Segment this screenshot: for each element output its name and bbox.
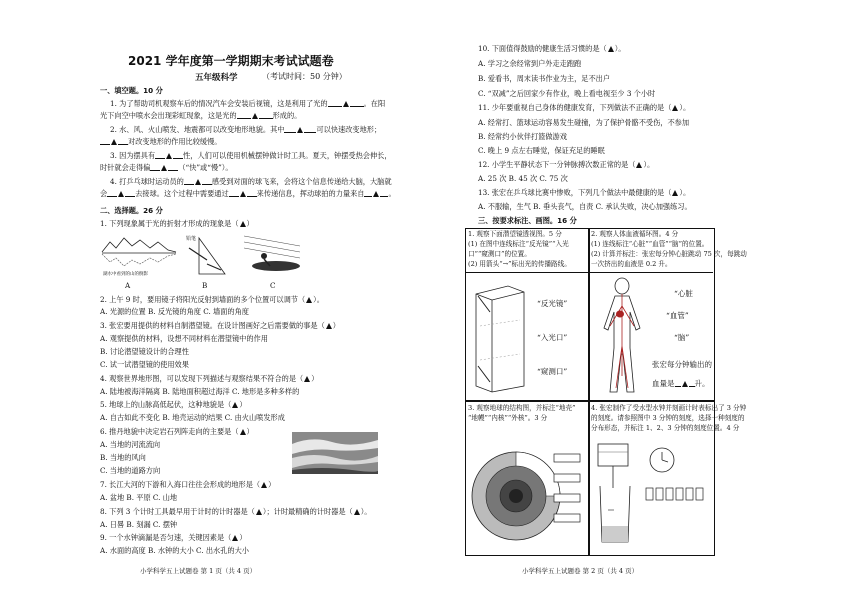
question-5: 1. 下列现象属于光的折射才形成的现象是（ ） [100, 219, 254, 228]
question-15-option-c: C. 晚上 9 点左右睡觉，保证充足的睡眠 [478, 146, 605, 155]
question-17: 13. 张宏在乒乓球比赛中惨败，下列几个做法中最健康的是（ ）。 [478, 188, 691, 197]
question-14: 10. 下面值得鼓励的健康生活习惯的是（ ）。 [478, 44, 626, 53]
question-10-option-a: A. 当地的河流流向 [100, 440, 161, 449]
question-10: 6. 推丹地貌中决定岩石列阵走向的主要是（ ） [100, 427, 254, 436]
option-b-label: B [202, 281, 208, 290]
question-4-line-1: 4. 打乒乓球时运动员的 感受到对面的球飞来，会将这个信息传递给大脑，大脑就 [110, 177, 392, 186]
cell3-title-b: “地幔”“内核”“外核”。3 分 [468, 414, 548, 422]
cell2-title: 2. 观察人体血液循环图。4 分 [591, 230, 679, 238]
cell4-instruction-b: 分布形态，并标注 1、2、3 分钟的刻度位置。4 分 [591, 424, 740, 432]
image-b-label: 铅笔 [186, 236, 197, 242]
cell1-instruction-2: (2) 用箭头“→”标出光的传播路线。 [468, 260, 571, 268]
image-landform-photo [292, 432, 378, 474]
image-a-caption: 湖水中看到的山的倒影 [103, 272, 148, 277]
question-15-option-a: A. 经常打、篮球运动容易发生碰撞，为了保护骨骼不受伤，不参加 [478, 118, 690, 127]
cell2-instruction-2a: (2) 计算并标注：张宏每分钟心脏跳动 75 次，每跳动 [591, 250, 747, 258]
question-14-option-a: A. 学习之余经常到户外走走跑跑 [478, 59, 582, 68]
question-10-option-b: B. 当地的风向 [100, 453, 146, 462]
question-11-options: A. 盆地 B. 平原 C. 山地 [100, 493, 178, 502]
exam-grade: 五年级科学 [195, 73, 238, 83]
cell1-instruction-1a: (1) 在图中连线标注“反光镜”“入光 [468, 240, 569, 248]
question-2-line-2: 对改变地形的作用比较缓慢。 [100, 137, 221, 146]
section-3-heading: 三、按要求标注、画图。16 分 [478, 216, 577, 225]
question-12: 8. 下列 3 个计时工具最早用于计时的计时器是（ ）；计时最精确的计时器是（ ）。 [100, 507, 372, 516]
right-footer: 小学科学五上试题卷 第 2 页（共 4 页） [522, 567, 639, 575]
label-output-2: 血量是 升。 [652, 379, 710, 388]
option-c-label: C [270, 281, 276, 290]
label-output-1: 张宏每分钟输出的 [652, 360, 712, 369]
water-clock-diagram [594, 440, 710, 550]
question-9: 5. 地球上的山脉高低起伏，这种地貌是（ ） [100, 400, 247, 409]
question-7-option-c: C. 试一试潜望镜的使用效果 [100, 360, 189, 369]
cell3-title-a: 3. 观察地球的结构图，并标注“地壳” [468, 404, 576, 412]
question-3-line-1: 3. 因为摆具有 性，人们可以使用机械摆钟做计时工具。夏天，钟摆受热会伸长， [110, 151, 392, 160]
section-2-heading: 二、选择题。26 分 [100, 206, 163, 215]
question-11: 7. 长江大河的下游和入海口往往会形成的地形是（ ） [100, 480, 276, 489]
question-7-option-b: B. 讨论潜望镜设计的合理性 [100, 347, 189, 356]
label-light-inlet: “入光口” [537, 333, 568, 342]
cell4-title: 4. 张宏制作了受水型水钟并刻画计时表标出了 3 分钟 [591, 404, 747, 412]
image-shadow [240, 232, 304, 278]
earth-structure-diagram [470, 432, 585, 550]
cell2-instruction-1: (1) 连线标注“心脏”“血管”“脑”的位置。 [591, 240, 709, 248]
label-mirror: “反光镜” [537, 299, 568, 308]
human-body-diagram [596, 276, 648, 396]
question-9-options: A. 自古如此不变化 B. 地壳运动的结果 C. 由火山喷发形成 [100, 413, 285, 422]
question-16: 12. 小学生平静状态下一分钟脉搏次数正常的是（ ）。 [478, 160, 655, 169]
question-17-options: A. 不服输，生气 B. 垂头丧气，自责 C. 承认失败，决心加强练习。 [478, 202, 692, 211]
cell2-instruction-2b: 一次挤出的血液是 0.2 升。 [591, 260, 672, 268]
option-a-label: A [125, 281, 131, 290]
question-15: 11. 少年要重视自己身体的健康发育，下列做法不正确的是（ ）。 [478, 103, 691, 112]
question-12-options: A. 日晷 B. 刻漏 C. 摆钟 [100, 520, 178, 529]
question-6: 2. 上午 9 时，要用镜子将阳光反射到墙面的多个位置可以调节（ ）。 [100, 295, 324, 304]
question-8-options: A. 陆地被海洋隔离 B. 陆地面积超过海洋 C. 地形是多种多样的 [100, 387, 300, 396]
question-2-line-1: 2. 水、风、火山喷发、地震都可以改变地形地貌。其中 可以快速改变地形； [110, 125, 382, 134]
question-15-option-b: B. 经常约小伙伴打篮做游戏 [478, 132, 567, 141]
question-1-line-2: 光下向空中喷水会出现彩虹现象，这是光的 形成的。 [100, 111, 302, 120]
cell4-instruction-a: 的刻度。请参照图中 3 分钟的刻度，选择一种刻度的 [591, 414, 745, 422]
question-14-option-c: C. “双减”之后回家少有作业，晚上看电视至少 3 个小时 [478, 89, 656, 98]
question-10-option-c: C. 当地的道路方向 [100, 466, 161, 475]
section-1-heading: 一、填空题。10 分 [100, 86, 163, 95]
label-heart: “心脏 [674, 289, 693, 298]
left-footer: 小学科学五上试题卷 第 1 页（共 4 页） [140, 567, 257, 575]
question-4-line-2: 会 去接球。这个过程中需要通过 来传递信息，挥动球拍的力量来自 。 [100, 189, 396, 198]
question-3-line-2: 时针就会走得偏 （“快”或“慢”）。 [100, 163, 233, 172]
question-16-options: A. 25 次 B. 45 次 C. 75 次 [478, 174, 568, 183]
question-6-options: A. 光源的位置 B. 反光镜的角度 C. 墙面的角度 [100, 307, 249, 316]
question-8: 4. 观察世界地形图，可以发现下列描述与观察结果不符合的是（ ） [100, 374, 319, 383]
label-brain: “脑” [674, 333, 690, 342]
question-13: 9. 一个水钟滴漏是否匀速，关键因素是（ ） [100, 533, 247, 542]
question-14-option-b: B. 爱看书，周末读书作业为主，足不出户 [478, 74, 611, 83]
label-peephole: “窥测口” [537, 367, 568, 376]
exam-title: 2021 学年度第一学期期末考试试题卷 [128, 54, 334, 68]
question-1-line-1: 1. 为了帮助司机观察车后的情况汽车会安装后视镜，这是利用了光的 。在阳 [110, 99, 386, 108]
exam-time: （考试时间：50 分钟） [262, 72, 347, 81]
periscope-diagram [472, 282, 528, 394]
cell1-title: 1. 观察下面潜望镜透视图。5 分 [468, 230, 562, 238]
question-13-options: A. 水面的高度 B. 水钟的大小 C. 出水孔的大小 [100, 546, 249, 555]
question-7-option-a: A. 观察提供的材料，设想不同材料在潜望镜中的作用 [100, 334, 268, 343]
question-7: 3. 张宏要用提供的材料自制潜望镜。在设计图画好之后需要做的事是（ ） [100, 321, 340, 330]
label-vessel: “血管” [666, 311, 689, 320]
cell1-instruction-1b: 口”“窥测口”的位置。 [468, 250, 531, 258]
